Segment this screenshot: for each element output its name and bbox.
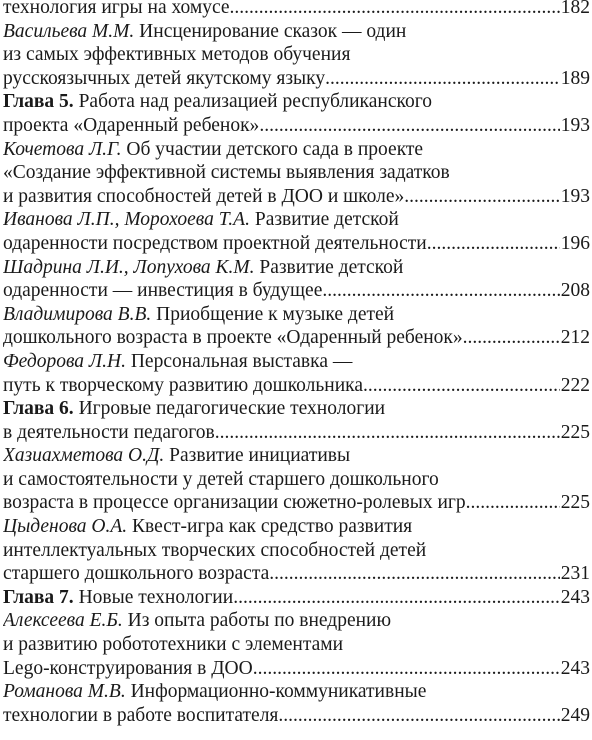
- toc-line: [3, 444, 590, 468]
- author-name: Владимирова В.В.: [3, 303, 152, 325]
- title-text: в деятельности педагогов: [3, 421, 215, 443]
- dot-leader: [463, 326, 560, 350]
- toc-line-text: [3, 539, 426, 563]
- title-text: русскоязычных детей якутскому языку: [3, 67, 326, 89]
- toc-line-text: [3, 515, 412, 539]
- dot-leader: [466, 491, 560, 515]
- page-number: 193: [560, 114, 590, 136]
- toc-line-text: [3, 161, 450, 185]
- title-text: технологии в работе воспитателя: [3, 704, 279, 726]
- toc-line: [3, 256, 590, 280]
- toc-line-text: [3, 232, 427, 256]
- toc-entry[interactable]: [3, 680, 590, 727]
- toc-line: [3, 279, 590, 303]
- toc-line-text: [3, 279, 322, 303]
- toc-line: [3, 0, 590, 20]
- toc-line-text: [3, 43, 350, 67]
- title-text: Персональная выставка —: [125, 350, 353, 372]
- title-text: Работа над реализацией республиканского: [73, 91, 432, 113]
- author-name: Кочетова Л.Г.: [3, 138, 122, 160]
- dot-leader: [269, 562, 560, 586]
- title-text: Квест-игра как средство развития: [127, 516, 413, 538]
- toc-line: [3, 114, 590, 138]
- page-number: 182: [560, 0, 590, 18]
- toc-line-text: [3, 303, 394, 327]
- page-number: 222: [560, 374, 590, 396]
- title-text: Новые технологии: [73, 586, 234, 608]
- dot-leader: [253, 657, 560, 681]
- toc-line: [3, 326, 590, 350]
- toc-line: [3, 161, 590, 185]
- page-number: 225: [560, 421, 590, 443]
- toc-line: [3, 468, 590, 492]
- toc-line: [3, 704, 590, 728]
- toc-line: [3, 208, 590, 232]
- dot-leader: [427, 232, 560, 256]
- page-number: 231: [560, 563, 590, 585]
- title-text: Из опыта работы по внедрению: [122, 610, 392, 632]
- author-name: Васильева М.М.: [3, 20, 135, 42]
- toc-line-text: [3, 633, 343, 657]
- page-number: 243: [560, 657, 590, 679]
- toc-line-text: [3, 208, 399, 232]
- chapter-label: Глава 5.: [3, 91, 74, 113]
- title-text: Развитие детской: [249, 209, 399, 231]
- page-number: 208: [560, 280, 590, 302]
- chapter-label: Глава 6.: [3, 398, 74, 420]
- title-text: Об участии детского сада в проекте: [121, 138, 424, 160]
- page-number: 196: [560, 232, 590, 254]
- dot-leader: [259, 114, 559, 138]
- toc-line: [3, 374, 590, 398]
- toc-line-text: [3, 657, 253, 681]
- toc-line: [3, 185, 590, 209]
- toc-entry[interactable]: [3, 208, 590, 255]
- title-text: и развитию робототехники с элементами: [3, 634, 344, 656]
- toc-line: [3, 43, 590, 67]
- title-text: и самостоятельности у детей старшего дошкольного: [3, 468, 439, 490]
- toc-entry[interactable]: [3, 350, 590, 397]
- toc-line: [3, 67, 590, 91]
- toc-line-text: [3, 350, 352, 374]
- toc-line: [3, 562, 590, 586]
- toc-line: [3, 138, 590, 162]
- toc-line-text: [3, 421, 215, 445]
- author-name: Романова М.В.: [3, 681, 126, 703]
- toc-line: [3, 90, 590, 114]
- toc-line: [3, 350, 590, 374]
- toc-line-text: [3, 586, 233, 610]
- dot-leader: [404, 185, 559, 209]
- author-name: Цыденова О.А.: [3, 516, 128, 538]
- toc-entry[interactable]: [3, 444, 590, 515]
- page-number: 249: [560, 704, 590, 726]
- dot-leader: [233, 586, 560, 610]
- dot-leader: [230, 0, 560, 20]
- toc-entry[interactable]: [3, 256, 590, 303]
- table-of-contents: [3, 0, 590, 727]
- toc-line-text: [3, 0, 230, 20]
- title-text: одаренности посредством проектной деятельности: [3, 232, 427, 254]
- author-name: Иванова Л.П., Морохоева Т.А.: [3, 209, 250, 231]
- toc-line-text: [3, 114, 259, 138]
- title-text: Информационно-коммуникативные: [125, 681, 427, 703]
- toc-chapter[interactable]: [3, 586, 590, 610]
- toc-line-text: [3, 256, 403, 280]
- toc-line-text: [3, 90, 432, 114]
- toc-line: [3, 680, 590, 704]
- toc-line-text: [3, 491, 466, 515]
- toc-line: [3, 515, 590, 539]
- toc-line: [3, 421, 590, 445]
- toc-line-text: [3, 67, 325, 91]
- author-name: Шадрина Л.И., Лопухова К.М.: [3, 256, 255, 278]
- title-text: одаренности — инвестиция в будущее: [3, 280, 323, 302]
- toc-line: [3, 633, 590, 657]
- page-number: 189: [560, 67, 590, 89]
- toc-line: [3, 397, 590, 421]
- toc-line-text: [3, 609, 391, 633]
- title-text: из самых эффективных методов обучения: [3, 44, 351, 66]
- dot-leader: [322, 279, 559, 303]
- title-text: Инсценирование сказок — один: [134, 20, 407, 42]
- toc-line-text: [3, 185, 404, 209]
- toc-line: [3, 303, 590, 327]
- dot-leader: [278, 704, 559, 728]
- toc-line: [3, 232, 590, 256]
- toc-entry[interactable]: [3, 609, 590, 680]
- author-name: Алексеева Е.Б.: [3, 610, 123, 632]
- toc-line-text: [3, 20, 406, 44]
- toc-line-text: [3, 397, 385, 421]
- toc-entry[interactable]: [3, 20, 590, 91]
- toc-line-text: [3, 562, 269, 586]
- title-text: Развитие инициативы: [164, 445, 351, 467]
- title-text: проекта «Одаренный ребенок»: [3, 114, 260, 136]
- dot-leader: [325, 67, 560, 91]
- toc-line-text: [3, 138, 423, 162]
- title-text: Lego-конструирования в ДОО: [3, 657, 253, 679]
- toc-line-text: [3, 680, 426, 704]
- title-text: и развития способностей детей в ДОО и школе»: [3, 185, 405, 207]
- toc-entry[interactable]: [3, 0, 590, 20]
- toc-line-text: [3, 374, 363, 398]
- toc-line: [3, 491, 590, 515]
- dot-leader: [363, 374, 560, 398]
- title-text: старшего дошкольного возраста: [3, 563, 270, 585]
- title-text: дошкольного возраста в проекте «Одаренный ребенок»: [3, 327, 463, 349]
- toc-line-text: [3, 326, 463, 350]
- page-number: 212: [560, 327, 590, 349]
- toc-line: [3, 539, 590, 563]
- toc-line-text: [3, 704, 278, 728]
- title-text: Развитие детской: [254, 256, 404, 278]
- toc-line-text: [3, 468, 439, 492]
- toc-entry[interactable]: [3, 138, 590, 209]
- toc-line: [3, 609, 590, 633]
- author-name: Федорова Л.Н.: [3, 350, 126, 372]
- author-name: Хазиахметова О.Д.: [3, 445, 165, 467]
- toc-line: [3, 657, 590, 681]
- toc-entry[interactable]: [3, 303, 590, 350]
- title-text: возраста в процессе организации сюжетно-ролевых игр: [3, 492, 466, 514]
- dot-leader: [215, 421, 560, 445]
- title-text: технология игры на хомусе: [3, 0, 230, 18]
- title-text: путь к творческому развитию дошкольника: [3, 374, 364, 396]
- toc-entry[interactable]: [3, 515, 590, 586]
- page-number: 243: [560, 586, 590, 608]
- toc-line: [3, 20, 590, 44]
- title-text: Приобщение к музыке детей: [151, 303, 395, 325]
- toc-chapter[interactable]: [3, 90, 590, 137]
- toc-chapter[interactable]: [3, 397, 590, 444]
- toc-line: [3, 586, 590, 610]
- page-number: 225: [560, 492, 590, 514]
- chapter-label: Глава 7.: [3, 586, 74, 608]
- toc-line-text: [3, 444, 350, 468]
- page-number: 193: [560, 185, 590, 207]
- title-text: «Создание эффективной системы выявления задатков: [3, 162, 450, 184]
- title-text: интеллектуальных творческих способностей детей: [3, 539, 427, 561]
- title-text: Игровые педагогические технологии: [73, 398, 386, 420]
